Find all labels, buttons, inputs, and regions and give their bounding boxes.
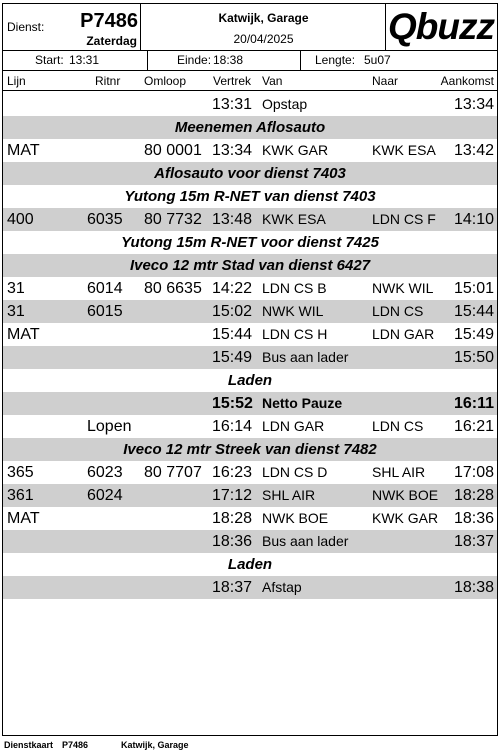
start-label: Start: xyxy=(35,53,64,67)
cell-naar: KWK ESA xyxy=(372,142,436,158)
cell-lijn: 31 xyxy=(7,303,25,320)
cell-van: LDN GAR xyxy=(262,418,325,434)
cell-van: Netto Pauze xyxy=(262,395,343,411)
dienst-box xyxy=(3,4,141,50)
table-row xyxy=(3,323,497,346)
cell-omloop: 80 7707 xyxy=(144,464,202,481)
cell-naar: LDN CS F xyxy=(372,211,436,227)
location: Katwijk, Garage xyxy=(218,11,309,25)
divider xyxy=(148,51,301,70)
cell-vertrek: 13:31 xyxy=(212,96,253,113)
col-vertrek: Vertrek xyxy=(213,74,252,88)
time-summary xyxy=(3,51,497,71)
col-ritnr: Ritnr xyxy=(95,74,121,88)
cell-vertrek: 16:23 xyxy=(212,464,253,481)
qbuzz-logo: Qbuzz xyxy=(388,6,494,47)
col-naar: Naar xyxy=(372,74,399,88)
cell-aankomst: 18:38 xyxy=(453,579,494,596)
cell-aankomst: 15:49 xyxy=(453,326,494,343)
cell-ritnr: 6035 xyxy=(87,211,123,228)
table-row xyxy=(3,415,497,438)
cell-lijn: MAT xyxy=(7,510,40,527)
dienst-number: P7486 xyxy=(80,10,138,32)
cell-aankomst: 15:44 xyxy=(453,303,494,320)
cell-aankomst: 16:21 xyxy=(453,418,494,435)
section-row: Yutong 15m R-NET voor dienst 7425 xyxy=(121,234,379,251)
footer-location: Katwijk, Garage xyxy=(121,740,189,750)
section-row: Meenemen Aflosauto xyxy=(3,116,497,139)
cell-lijn: MAT xyxy=(7,142,40,159)
cell-aankomst: 14:10 xyxy=(453,211,494,228)
cell-van: LDN CS D xyxy=(262,464,328,480)
cell-ritnr: 6023 xyxy=(87,464,123,481)
section-row: Laden xyxy=(227,372,273,389)
cell-naar: NWK BOE xyxy=(372,487,439,503)
column-headers xyxy=(3,71,497,91)
cell-ritnr: 6014 xyxy=(87,280,123,297)
cell-naar: NWK WIL xyxy=(372,280,434,296)
cell-van: NWK WIL xyxy=(262,303,324,319)
logo-box xyxy=(386,4,497,50)
duty-card xyxy=(2,3,498,736)
cell-van: LDN CS H xyxy=(262,326,328,342)
cell-aankomst: 15:50 xyxy=(453,349,494,366)
cell-aankomst: 18:36 xyxy=(453,510,494,527)
header xyxy=(3,4,497,51)
cell-aankomst: 18:28 xyxy=(453,487,494,504)
cell-naar: LDN CS xyxy=(372,418,424,434)
cell-vertrek: 18:37 xyxy=(212,579,253,596)
trip-table xyxy=(3,93,497,599)
table-row xyxy=(3,346,497,369)
cell-van: Bus aan lader xyxy=(262,349,349,365)
start-value: 13:31 xyxy=(69,53,100,67)
divider xyxy=(3,51,148,70)
cell-vertrek: 18:28 xyxy=(212,510,253,527)
cell-van: Opstap xyxy=(262,96,308,112)
einde-label: Einde: xyxy=(177,53,212,67)
cell-aankomst: 16:11 xyxy=(453,395,494,412)
cell-vertrek: 15:44 xyxy=(212,326,253,343)
cell-omloop: 80 0001 xyxy=(144,142,202,159)
cell-van: SHL AIR xyxy=(262,487,316,503)
col-lijn: Lijn xyxy=(7,74,26,88)
col-aankomst: Aankomst xyxy=(440,74,494,88)
cell-van: Bus aan lader xyxy=(262,533,349,549)
table-row xyxy=(3,300,497,323)
cell-lijn: MAT xyxy=(7,326,40,343)
section-row: Laden xyxy=(227,556,273,573)
cell-van: LDN CS B xyxy=(262,280,327,296)
table-row xyxy=(3,507,497,530)
cell-van: KWK ESA xyxy=(262,211,326,227)
table-row xyxy=(3,392,497,415)
cell-aankomst: 13:34 xyxy=(453,96,494,113)
table-row xyxy=(3,530,497,553)
table-row xyxy=(3,208,497,231)
table-row xyxy=(3,576,497,599)
table-row xyxy=(3,484,497,507)
cell-ritnr: Lopen xyxy=(87,418,132,435)
cell-van: KWK GAR xyxy=(262,142,329,158)
cell-vertrek: 14:22 xyxy=(212,280,253,297)
cell-omloop: 80 6635 xyxy=(144,280,202,297)
footer-doc-label: Dienstkaart xyxy=(4,740,54,750)
cell-lijn: 361 xyxy=(7,487,34,504)
cell-vertrek: 16:14 xyxy=(212,418,253,435)
table-row xyxy=(3,277,497,300)
cell-van: Afstap xyxy=(262,579,302,595)
cell-van: NWK BOE xyxy=(262,510,329,526)
table-row xyxy=(3,139,497,162)
lengte-value: 5u07 xyxy=(364,53,391,67)
einde-value: 18:38 xyxy=(213,53,244,67)
cell-naar: LDN GAR xyxy=(372,326,435,342)
cell-vertrek: 13:48 xyxy=(212,211,253,228)
date: 20/04/2025 xyxy=(233,32,294,46)
section-row: Yutong 15m R-NET van dienst 7403 xyxy=(124,188,376,205)
cell-vertrek: 13:34 xyxy=(212,142,253,159)
col-omloop: Omloop xyxy=(144,74,187,88)
lengte-label: Lengte: xyxy=(315,53,356,67)
cell-omloop: 80 7732 xyxy=(144,211,202,228)
cell-lijn: 365 xyxy=(7,464,34,481)
cell-naar: LDN CS xyxy=(372,303,424,319)
cell-vertrek: 15:49 xyxy=(212,349,253,366)
footer xyxy=(4,740,498,754)
location-box xyxy=(141,4,386,50)
cell-ritnr: 6015 xyxy=(87,303,123,320)
section-row: Aflosauto voor dienst 7403 xyxy=(3,162,497,185)
dienst-label: Dienst: xyxy=(7,20,45,34)
cell-lijn: 31 xyxy=(7,280,25,297)
cell-lijn: 400 xyxy=(7,211,34,228)
cell-aankomst: 17:08 xyxy=(453,464,494,481)
cell-naar: SHL AIR xyxy=(372,464,426,480)
day-type: Zaterdag xyxy=(86,34,137,48)
cell-aankomst: 15:01 xyxy=(453,280,494,297)
cell-aankomst: 18:37 xyxy=(453,533,494,550)
footer-dienst-nr: P7486 xyxy=(62,740,89,750)
section-row: Iveco 12 mtr Stad van dienst 6427 xyxy=(3,254,497,277)
cell-ritnr: 6024 xyxy=(87,487,123,504)
section-row: Iveco 12 mtr Streek van dienst 7482 xyxy=(3,438,497,461)
cell-vertrek: 15:52 xyxy=(212,395,253,412)
cell-naar: KWK GAR xyxy=(372,510,439,526)
cell-vertrek: 15:02 xyxy=(212,303,253,320)
cell-vertrek: 18:36 xyxy=(212,533,253,550)
cell-vertrek: 17:12 xyxy=(212,487,253,504)
cell-aankomst: 13:42 xyxy=(453,142,494,159)
table-row xyxy=(3,93,497,116)
table-row xyxy=(3,461,497,484)
col-van: Van xyxy=(262,74,283,88)
